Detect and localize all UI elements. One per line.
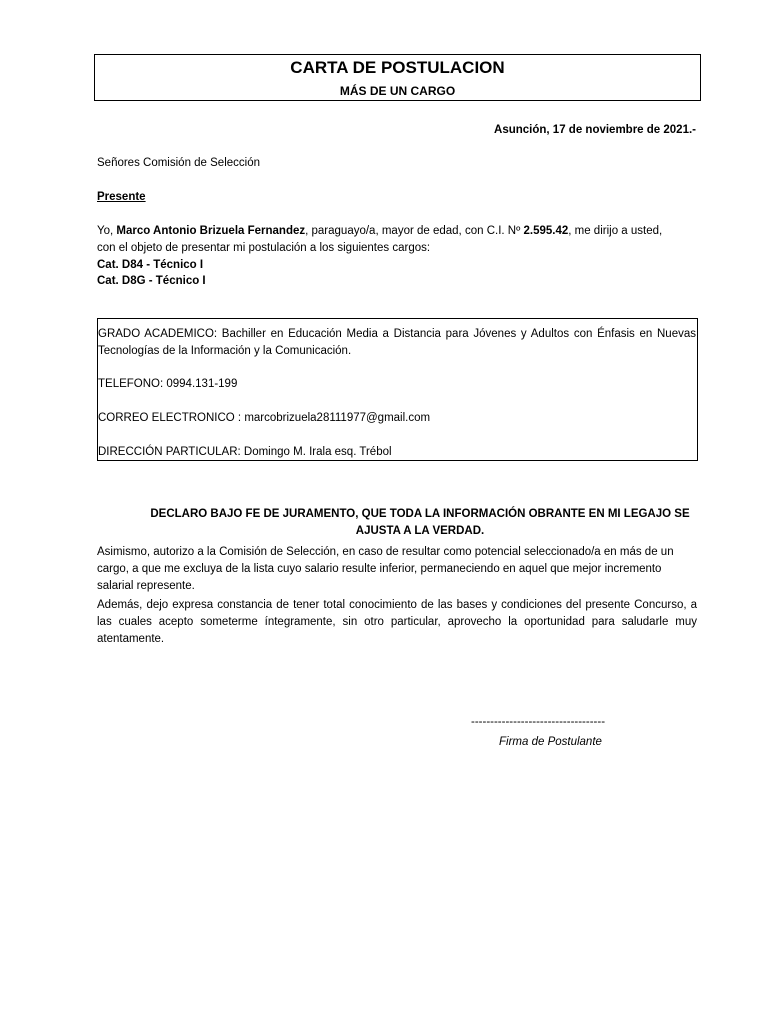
intro-prefix: Yo, (97, 225, 117, 237)
asimismo-paragraph: Asimismo, autorizo a la Comisión de Selección, en caso de resultar como potencial seleccionado/a en más de un cargo, a que me excluya de la lista cuyo salario resulte inferior, permaneciendo en aquel que mejor incremento salarial represente. (97, 546, 674, 592)
signature-line: ----------------------------------- (471, 716, 606, 728)
intro-mid: , paraguayo/a, mayor de edad, con C.I. Nº (305, 225, 524, 237)
direccion-particular: DIRECCIÓN PARTICULAR: Domingo M. Irala esq. Trébol (98, 446, 392, 458)
date-line: Asunción, 17 de noviembre de 2021.- (494, 124, 696, 136)
intro-suffix: , me dirijo a usted, con el objeto de presentar mi postulación a los siguientes cargos: (97, 225, 663, 254)
applicant-name: Marco Antonio Brizuela Fernandez (116, 225, 306, 237)
grado-academico: GRADO ACADEMICO: Bachiller en Educación Media a Distancia para Jóvenes y Adultos con Énfasis en Nuevas Tecnologías de la Información y la Comunicación. (98, 328, 696, 357)
title-box (94, 54, 701, 101)
declaration-statement: DECLARO BAJO FE DE JURAMENTO, QUE TODA LA INFORMACIÓN OBRANTE EN MI LEGAJO SE AJUSTA A LA VERDAD. (150, 508, 690, 537)
cargo-item: Cat. D8G - Técnico I (97, 275, 206, 287)
telefono: TELEFONO: 0994.131-199 (98, 378, 238, 390)
signature-label: Firma de Postulante (499, 736, 602, 748)
cargo-item: Cat. D84 - Técnico I (97, 259, 204, 271)
document-title: CARTA DE POSTULACION (290, 58, 505, 77)
presente-heading: Presente (97, 191, 146, 203)
applicant-info-box (97, 318, 698, 461)
ci-number: 2.595.42 (523, 225, 569, 237)
correo-electronico: CORREO ELECTRONICO : marcobrizuela28111977@gmail.com (98, 412, 431, 424)
ademas-paragraph: Además, dejo expresa constancia de tener total conocimiento de las bases y condiciones del presente Concurso, a las cuales acepto someterme íntegramente, sin otro particular, aprovecho la oportunidad para saludarle muy atentamente. (97, 599, 697, 645)
recipient: Señores Comisión de Selección (97, 157, 261, 169)
intro-paragraph (97, 223, 672, 257)
document-subtitle: MÁS DE UN CARGO (339, 84, 456, 98)
